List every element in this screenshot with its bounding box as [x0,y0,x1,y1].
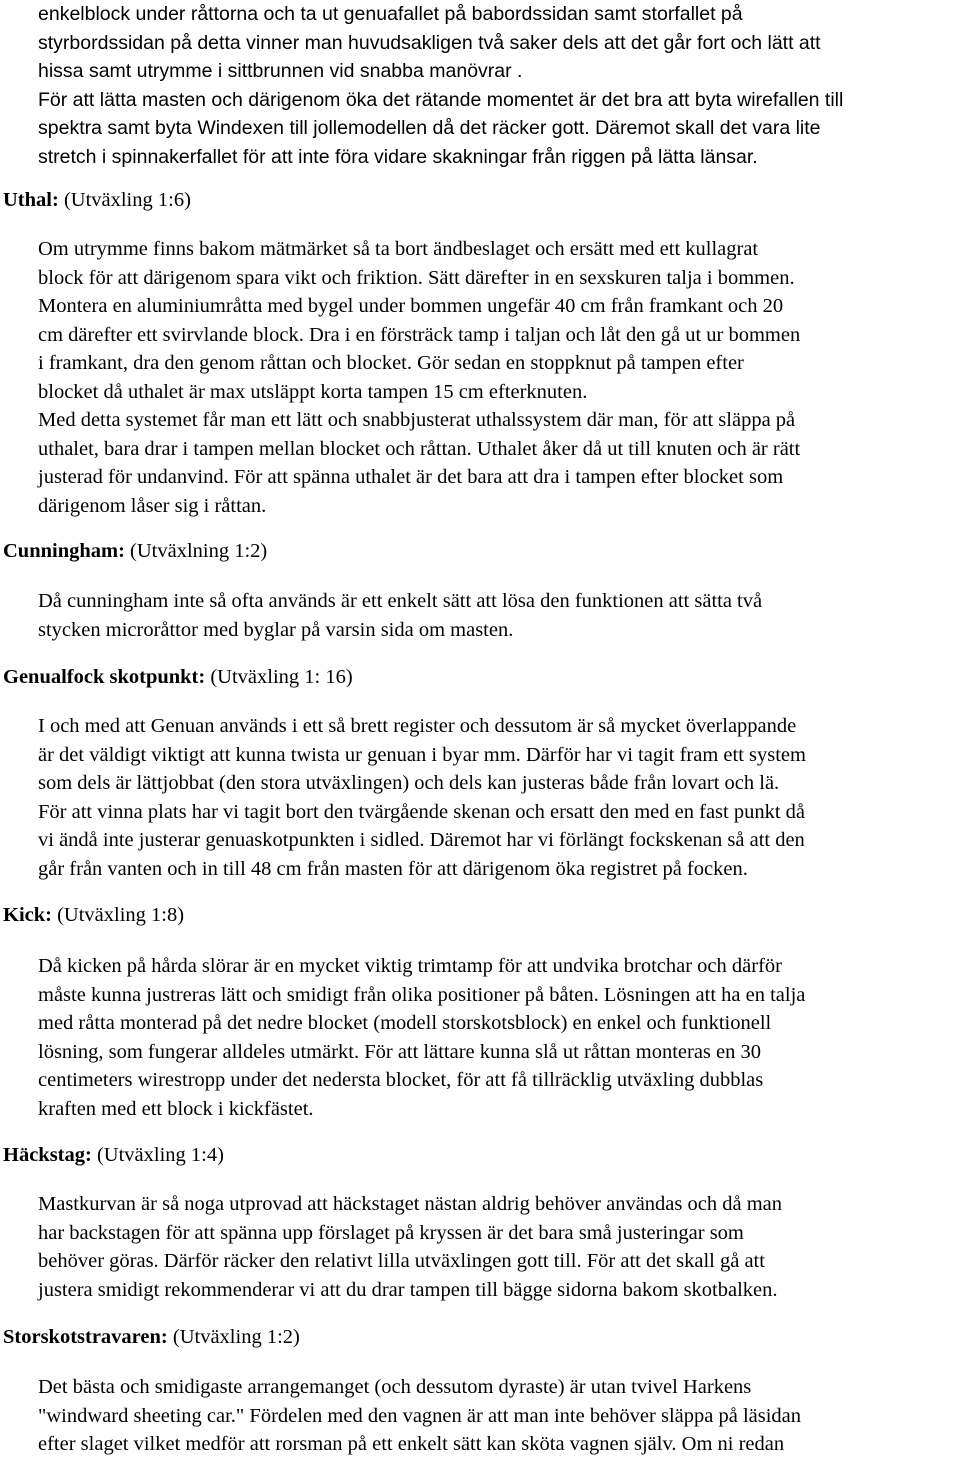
section-uthal-body [0,235,960,520]
text-line: enkelblock under råttorna och ta ut genuafallet på babordssidan samt storfallet på [38,3,743,25]
text-line: centimeters wirestropp under det nedersta blocket, för att få tillräcklig utväxling dubblas [38,1069,764,1091]
text-line: "windward sheeting car." Fördelen med den vagnen är att man inte behöver släppa på läsidan [38,1404,802,1427]
section-ratio: (Utväxling 1:4) [91,1144,224,1166]
section-genualfock [0,663,960,692]
text-line: Då cunningham inte så ofta används är ett enkelt sätt att lösa den funktionen att sätta två [38,590,763,612]
section-ratio: (Utväxling 1:8) [51,904,185,926]
section-title: Cunningham: [3,540,125,562]
text-line: För att vinna plats har vi tagit bort den tvärgående skenan och ersatt den med en fast punkt då [38,800,806,823]
text-line: lösning, som fungerar alldeles utmärkt. För att lättare kunna slå ut råttan monteras en 30 [38,1040,761,1063]
intro-paragraph [0,0,960,171]
section-paragraph [0,587,960,644]
text-line: spektra samt byta Windexen till jollemodellen då det räcker gott. Däremot skall det vara lite [38,117,821,139]
section-paragraph [0,1190,960,1304]
section-heading [0,1141,960,1170]
text-line: går från vanten och in till 48 cm från masten för att därigenom öka registret på focken. [38,857,748,880]
section-heading [0,663,960,692]
text-line: Med detta systemet får man ett lätt och snabbjusterat uthalssystem där man, för att släppa på [38,409,796,431]
section-storskotstravaren-body [0,1373,960,1459]
section-kick-body [0,952,960,1123]
intro-text [0,0,960,171]
section-kick [0,901,960,930]
section-heading [0,1323,960,1352]
text-line: block för att därigenom spara vikt och friktion. Sätt därefter in en sexskuren talja i bommen. [38,266,795,289]
text-line: måste kunna justreras lätt och smidigt från olika positioner på båten. Lösningen att ha en talja [38,983,806,1006]
text-line: i framkant, dra den genom råttan och blocket. Gör sedan en stoppknut på tampen efter [38,352,744,374]
text-line: blocket då uthalet är max utsläppt korta tampen 15 cm efterknuten. [38,380,588,403]
section-ratio: (Utväxlning 1:2) [124,540,268,562]
section-paragraph [0,235,960,520]
text-line: justera smidigt rekommenderar vi att du drar tampen till bägge sidorna bakom skotbalken. [38,1278,778,1301]
section-cunningham-body [0,587,960,644]
text-line: cm därefter ett svirvlande block. Dra i en försträck tamp i taljan och låt den gå ut ur bommen [38,323,801,346]
section-ratio: (Utväxling 1:2) [167,1326,300,1348]
section-heading [0,901,960,930]
text-line: hissa samt utrymme i sittbrunnen vid snabba manövrar . [38,60,523,82]
text-line: stretch i spinnakerfallet för att inte föra vidare skakningar från riggen på lätta länsar. [38,145,758,168]
section-title: Häckstag: [3,1144,92,1166]
section-cunningham [0,537,960,566]
text-line: vi ändå inte justerar genuaskotpunkten i sidled. Däremot har vi förlängt fockskenan så att den [38,829,805,851]
text-line: kraften med ett block i kickfästet. [38,1097,314,1120]
section-hackstag-body [0,1190,960,1304]
text-line: uthalet, bara drar i tampen mellan blocket och råttan. Uthalet åker då ut till knuten och är rätt [38,437,801,460]
section-ratio: (Utväxling 1: 16) [205,666,353,688]
section-paragraph [0,952,960,1123]
section-hackstag [0,1141,960,1170]
text-line: med råtta monterad på det nedre blocket (modell storskotsblock) en enkel och funktionell [38,1012,772,1034]
text-line: Det bästa och smidigaste arrangemanget (och dessutom dyraste) är utan tvivel Harkens [38,1376,752,1398]
section-uthal [0,186,960,215]
text-line: För att lätta masten och därigenom öka det rätande momentet är det bra att byta wirefallen till [38,88,844,111]
text-line: Om utrymme finns bakom mätmärket så ta bort ändbeslaget och ersätt med ett kullagrat [38,238,759,260]
text-line: styrbordssidan på detta vinner man huvudsakligen två saker dels att det går fort och lätt att [38,31,821,54]
section-paragraph [0,1373,960,1459]
text-line: I och med att Genuan används i ett så brett register och dessutom är så mycket överlappande [38,715,797,737]
text-line: därigenom låser sig i råttan. [38,494,267,517]
text-line: Mastkurvan är så noga utprovad att häckstaget nästan aldrig behöver användas och då man [38,1193,783,1215]
section-title: Uthal: [3,189,59,211]
section-heading [0,186,960,215]
section-title: Kick: [3,904,52,926]
section-ratio: (Utväxling 1:6) [58,189,191,211]
section-title: Storskotstravaren: [3,1326,168,1348]
text-line: är det väldigt viktigt att kunna twista ur genuan i byar mm. Därför har vi tagit fram ett system [38,743,806,766]
text-line: som dels är lättjobbat (den stora utväxlingen) och dels kan justeras både från lovart och lä. [38,772,780,794]
text-line: efter slaget vilket medför att rorsman på ett enkelt sätt kan sköta vagnen själv. Om ni redan [38,1433,785,1455]
text-line: stycken microråttor med byglar på varsin sida om masten. [38,618,514,641]
text-line: har backstagen för att spänna upp förslaget på kryssen är det bara små justeringar som [38,1221,744,1244]
text-line: Då kicken på hårda slörar är en mycket viktig trimtamp för att undvika brotchar och därför [38,955,782,977]
section-title: Genualfock skotpunkt: [3,666,206,688]
section-heading [0,537,960,566]
text-line: Montera en aluminiumråtta med bygel under bommen ungefär 40 cm från framkant och 20 [38,295,784,317]
section-genualfock-body [0,712,960,883]
text-line: justerad för undanvind. För att spänna uthalet är det bara att dra i tampen efter blocket som [38,466,784,488]
section-paragraph [0,712,960,883]
section-storskotstravaren [0,1323,960,1352]
text-line: behöver göras. Därför räcker den relativt lilla utväxlingen gott till. För att det skall gå att [38,1250,765,1272]
